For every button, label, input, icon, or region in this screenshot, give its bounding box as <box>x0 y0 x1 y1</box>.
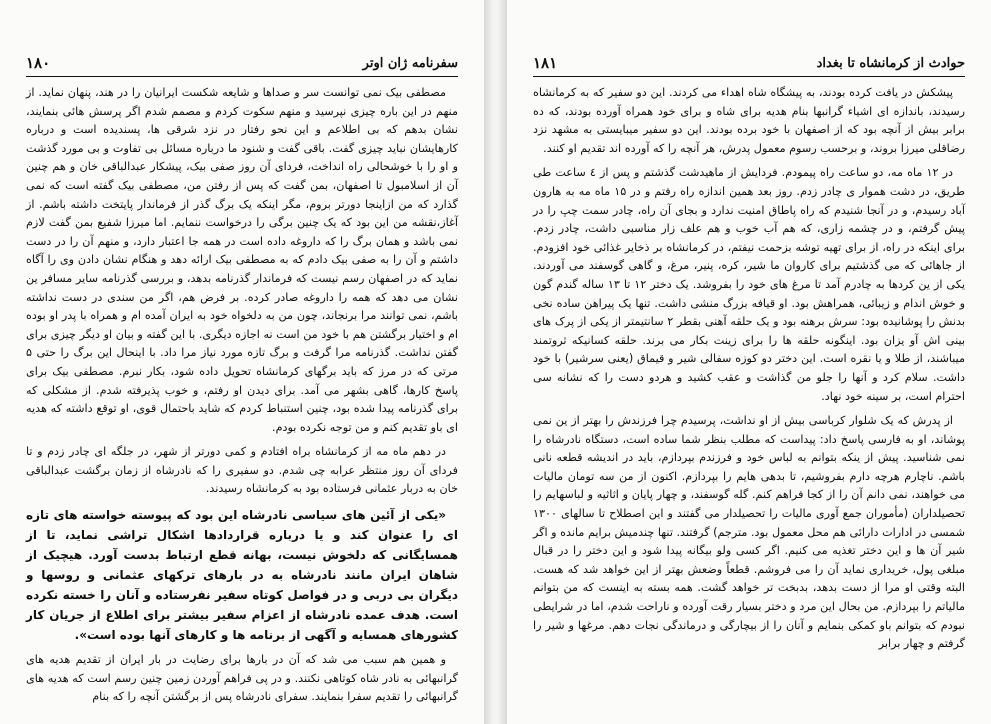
book-gutter <box>484 0 507 724</box>
page-body <box>26 84 458 714</box>
page-number: ۱۸۱ <box>533 54 558 72</box>
paragraph: پیشکش در یافت کرده بودند، به پیشگاه شاه اهداء می کردند. این دو سفیر که به کرمانشاه رسیدند، باندازه ای اشیاء گرانبها بنام هدیه برای شاه و برای خود همراه آورده بودند، که ده برابر بیش از آنچه بود که از اصفهان با خود برده بودند. این دو سفیر میبایستی به مشهد نزد رضاقلی میرزا بروند، و برحسب رسوم معمول پدرش، هر آنچه را که آورده اند تقدیم او کنند. <box>533 86 965 155</box>
page-number: ۱۸۰ <box>26 54 51 72</box>
right-page <box>507 0 991 724</box>
paragraph: و همین هم سبب می شد که آن در بارها برای رضایت در بار ایران از تقدیم هدیه های گرانبهائی به نادر شاه کوتاهی نکنند. و در پی فراهم آوردن زمین چنین رسم است که هدیه های گرانبهائی را تقدیم سفرا بنمایند. سفرای نادرشاه پس از برگشتن آنچه را که بنام <box>26 653 458 704</box>
paragraph: در دهم ماه مه از کرمانشاه براه افتادم و کمی دورتر از شهر، در جلگه ای چادر زدم و تا فردای آن روز منتظر عرابه چی شدم. دو سفیری را که نادرشاه از زمان برگشت عبدالباقی خان به دربار عثمانی فرستاده بود به کرمانشاه رسیدند. <box>26 445 458 496</box>
left-page <box>0 0 484 724</box>
page-header <box>533 56 965 77</box>
page-header <box>26 56 458 77</box>
quoted-paragraph: «یکی از آئین های سیاسی نادرشاه این بود که پیوسته خواسته های تازه ای را عنوان کند و یا درباره قراردادها اشکال تراشی نماید، تا از همسایگانی که دلخوش نیست، بهانه قطع ارتباط بدست آورد. هیچیک از شاهان ایران مانند نادرشاه به در بارهای ترکهای عثمانی و روسها و دیگران بی دربی و در فواصل کوتاه سفیر نفرستاده و آنان را خسته نکرده است. هدف عمده نادرشاه از اعزام سفیر بیشتر برای اطلاع از جریان کار کشورهای همسایه و آگهی از برنامه ها و کارهای آنها بوده است». <box>26 508 458 643</box>
paragraph: در ۱۲ ماه مه، دو ساعت راه پیمودم. فردایش از ماهیدشت گذشتم و پس از ٤ ساعت طی طریق، در دشت هموار ی چادر زدم. روز بعد همین اندازه راه رفتم و در ۱۵ ماه مه به هارون آباد رسیدم، و در آنجا شنیدم که راه پاطاق امنیت ندارد و بجای آن راه، چادر سمت چپ را در پیش گرفتم، و در چشمه زاری، که هم آب خوب و هم علف زار مناسبی داشت، چادر زدم. برای اینکه در راه، از برای تهیه توشه بزحمت نیفتم، در کرمانشاه بر ذخایر غذائی خود افزودم. از جاهائی که می گذشتیم برای کاروان ما شیر، کره، پنیر، مرغ، و گاهی گوسفند می آوردند. یکی از ین کردها به چادرم آمد تا مرغ های خود را بفروشد. یک دختر ۱۲ تا ۱۳ ساله گندم گون و خوش اندام و زیبائی، همراهش بود. او قیافه بزرگ منشی داشت. تنها یک پیراهن ساده نخی بدنش را پوشانیده بود: سرش برهنه بود و یک حلقه آهنی بقطر ۲ سانتیمتر از یکی از پرک های بینی اش آو یزان بود. اینگونه حلقه ها را برای زینت بکار می برند. حلقه کسانیکه ثروتمند میباشند، از طلا و یا نقره است. این دختر دو کوزه سفالی شیر و قیماق (یعنی سرشیر) با خود داشت. سلام کرد و آنها را جلو من گذاشت و عقب کشید و هردو دست را که نشانه سی احترام است، بر سینه خود نهاد. <box>533 166 966 403</box>
page-body <box>533 84 965 714</box>
paragraph: از پدرش که یک شلوار کرباسی بیش از او نداشت، پرسیدم چرا فرزندش را بهتر از ین نمی پوشاند، او به فارسی پاسخ داد: پیداست که مطلب بنظر شما ساده است، دستگاه نادرشاه را نمی شناسید. پیش از ینکه بتوانم به لباس خود و فرزندم بپردازم، باید در اندیشه قطعه نانی باشم. ناچارم هرچه دارم بفروشیم، تا بدهی هایم را بپردازم. اکنون از من سه تومان مالیات می خواهند، نمی دانم آن را از کجا فراهم کنم. گله گوسفند، و چهار پایان و اثاثیه و لباسهایم را تحصیلداران (مأموران جمع آوری مالیات را تحصیلدار می گفتند و این اصطلاح تا سالهای ۱۳۰۰ شمسی در ادارات دارائی هم محل معمول بود. مترجم) گرفتند. تنها چندمیش برایم مانده و اگر شیر آن ها و این دختر تغذیه می کنیم. اگر کسی ولو بیگانه پیدا شود و این دختر را در قبال مبلغی پول، خریداری نماید آن را می فروشم. قطعاً وضعش بهتر از این خواهد شد که هست. البته وقتی او مرا از دست بدهد، بدبخت تر خواهد گشت. همه بسته به اینست که من بتوانم مالیاتم را بپردازم. من بحال این مرد و دختر بسیار رقت آورده و ناراحت شدم، اما در شرایطی نبودم که بتوانم باو کمکی بنمایم و آنان را از بیچارگی و درماندگی نجات دهم. مرغها و شیر را گرفتم و چهار برابر <box>533 414 965 651</box>
header-title: سفرنامه ژان اوتر <box>362 56 458 71</box>
paragraph: مصطفی بیک نمی توانست سر و صداها و شایعه شکست ایرانیان را در هند، پنهان نماید. از منهم در این باره چیزی نپرسید و منهم سکوت کردم و مصمم شدم اگر پرسش هائی بنمایند، نشان بدهم که بی اطلاعم و این نحو رفتار در نزد شرقی ها، پسندیده است و درباره کارهایشان نباید چیزی گفت. باقی گفت و شنود ما درباره مسائل بی تفاوت و بی مورد گذشت و او را با خوشحالی راه انداخت، فردای آن روز صفی بیک، پیشکار عبدالباقی خان و هم چنین آن از اسلامبول تا اصفهان، بمن گفت که پس از رفتن من، مصطفی بیک گفته است که نمی گذارد که من ازاینجا دورتر بروم، مگر اینکه یک برگ گذر از فرماندار پایتخت داشته باشم. از آغاز،نقشه من این بود که یک چنین برگی را درخواست ننمایم. اما میرزا شفیع بمن گفت لازم نمی باشد و همان برگ را که داروغه داده است در همه جا اعتبار دارد، و منهم آن را در دست داشتم و آن را به صفی بیک دادم که به مصطفی بیک ارائه دهد و هنگام نشان دادن وی را آگاه نماید که در اصفهان رسم نیست که فرماندار گذرنامه بدهد، و بررسی گذرنامه سایر مسافر ین نشان می دهد که همه را داروغه صادر کرده. بر فرض هم، اگر من سندی در دست نداشته باشم، نمی توانند مرا برنجاند، چون من به دلخواه خود به ایران آمده ام و همراه با پدر او بوده ام و اختیار برگشتن هم با خود من است نه اجازه دیگری. با این گفته و بیان او دیگر چیزی برای گفتن نداشت. گذرنامه مرا گرفت و برگ تازه مورد نیاز مرا داد. با اینحال این برگ را حتی ۵ مرتی که در مرز که باید برگهای کرمانشاه تحویل داده شود، بکار نبرم. مصطفی بیک برای پاسخ کارها، گاهی بشهر می آمد. برای دیدن او رفتم، و خوب پذیرفته شدم. از مشکلی که برای گذرنامه پیدا شده بود، چنین استنباط کردم که شاید باحتمال قوی، او توقع داشته که هدیه ای باو تقدیم کنم و من توجه نکرده بودم. <box>26 86 458 434</box>
header-title: حوادث از کرمانشاه تا بغداد <box>816 56 965 71</box>
